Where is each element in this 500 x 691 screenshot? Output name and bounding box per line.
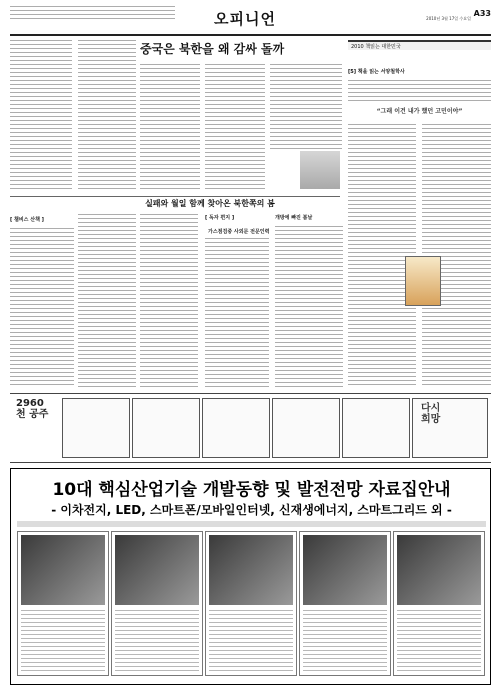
comic-panel-5 xyxy=(342,398,410,458)
comic-panel-2 xyxy=(132,398,200,458)
comic-panel-4 xyxy=(272,398,340,458)
issue-date: 2010년 3월 17일 수요일 xyxy=(426,16,471,21)
book-column-bar: 2010 책읽는 대한민국 xyxy=(348,40,491,50)
ad-book-3-text xyxy=(209,610,293,671)
comic-panel-1 xyxy=(62,398,130,458)
middle-article-col2 xyxy=(140,214,198,388)
mid2-box-title: 가스점검중 사외문 전문인력 xyxy=(208,229,270,235)
ad-book-5-cover xyxy=(397,535,481,605)
main-article-col3 xyxy=(140,64,200,190)
book-column-subtitle: [5] 책을 읽는 서양철학사 xyxy=(348,69,405,75)
columnist-photo xyxy=(300,151,340,189)
newspaper-page xyxy=(10,6,491,685)
comic-panel-6 xyxy=(412,398,488,458)
book-column-text xyxy=(348,80,491,104)
ad-book-5 xyxy=(393,531,485,676)
book-cover-image xyxy=(405,256,441,306)
main-article-col2 xyxy=(78,40,136,190)
ad-book-3-cover xyxy=(209,535,293,605)
ad-book-1-cover xyxy=(21,535,105,605)
section-divider xyxy=(10,196,340,197)
advertisement xyxy=(10,468,491,685)
ad-book-5-text xyxy=(397,610,481,671)
right-box-text xyxy=(275,226,343,388)
book-column-body2 xyxy=(422,124,491,386)
page-number: A33 xyxy=(473,9,491,18)
right-box-title: 개방에 빠진 봄날 xyxy=(275,215,313,221)
middle-article-col1 xyxy=(78,214,136,388)
section-title: 오피니언 xyxy=(214,10,276,28)
mid-box-text xyxy=(205,238,269,388)
ad-subtitle: - 이차전지, LED, 스마트폰/모바일인터넷, 신재생에너지, 스마트그리드 외 - xyxy=(51,503,452,517)
ad-book-1-text xyxy=(21,610,105,671)
main-article-col5 xyxy=(270,64,342,150)
main-article-col4 xyxy=(205,64,265,190)
mid-box-title: [ 독자 편지 ] xyxy=(205,215,235,221)
ad-book-2 xyxy=(111,531,203,676)
book-column-body1 xyxy=(348,124,416,386)
sub-headline: 실패와 월일 함께 찾아온 북한쪽의 봄 xyxy=(145,198,275,208)
ad-book-3 xyxy=(205,531,297,676)
ad-banner xyxy=(17,521,486,527)
main-headline: 중국은 북한을 왜 감싸 돌까 xyxy=(140,42,285,56)
ad-book-4 xyxy=(299,531,391,676)
left-box-text xyxy=(10,228,74,388)
book-column-quote: “그래 이건 내가 했던 고민이야” xyxy=(376,108,463,115)
page-header xyxy=(10,6,491,36)
comic-title: 2960 천 공주 xyxy=(16,398,49,420)
ad-title: 10대 핵심산업기술 개발동향 및 발전전망 자료집안내 xyxy=(52,480,451,500)
main-article-col1 xyxy=(10,40,72,190)
ad-book-4-cover xyxy=(303,535,387,605)
ad-book-1 xyxy=(17,531,109,676)
comic-panel-6-text: 다시 희망 xyxy=(421,403,441,425)
left-box-title: [ 챔비스 산책 ] xyxy=(10,217,44,223)
ad-book-4-text xyxy=(303,610,387,671)
ad-book-2-cover xyxy=(115,535,199,605)
comic-panel-3 xyxy=(202,398,270,458)
ad-book-2-text xyxy=(115,610,199,671)
comic-strip xyxy=(10,393,491,463)
